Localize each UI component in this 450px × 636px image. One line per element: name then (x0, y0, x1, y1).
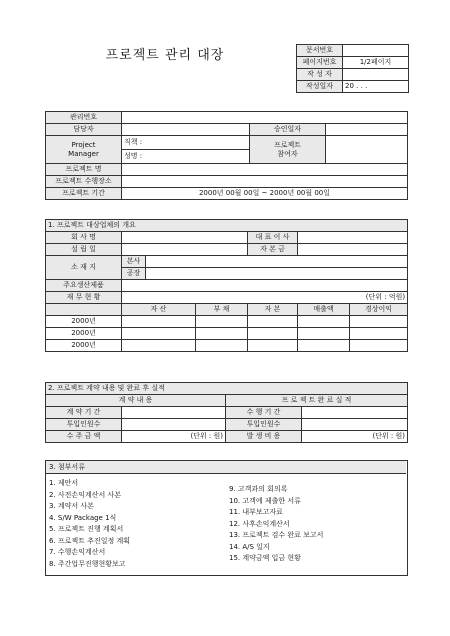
manager-label: 담당자 (46, 124, 122, 136)
project-period-label: 프로젝트 기간 (46, 188, 122, 200)
factory-field[interactable] (146, 268, 408, 280)
finance-cell[interactable] (298, 328, 350, 340)
finance-cell[interactable] (248, 316, 298, 328)
mgmt-no-field[interactable] (122, 112, 408, 124)
contract-period-field[interactable] (122, 407, 226, 419)
project-name-label: 프로젝트 명 (46, 164, 122, 176)
staff-in2-field[interactable] (302, 419, 408, 431)
founded-label: 설 립 일 (46, 244, 122, 256)
year-row-3: 2000년 (46, 340, 122, 352)
finance-cell[interactable] (350, 328, 408, 340)
finance-cell[interactable] (248, 328, 298, 340)
approval-date-field[interactable] (326, 124, 408, 136)
finance-cell[interactable] (196, 316, 248, 328)
company-label: 회 사 명 (46, 232, 122, 244)
finance-cell[interactable] (350, 316, 408, 328)
company-field[interactable] (122, 232, 248, 244)
attachment-item: 8. 주간업무진행현황보고 (49, 559, 126, 568)
section2-table (45, 382, 408, 443)
pm-label-line2: Manager (68, 149, 99, 158)
attachment-item: 1. 제안서 (49, 479, 79, 487)
finance-cell[interactable] (248, 340, 298, 352)
attachment-item: 12. 사후손익계산서 (229, 519, 290, 528)
year-row-1: 2000년 (46, 316, 122, 328)
finance-cell[interactable] (196, 328, 248, 340)
project-period-value[interactable]: 2000년 00월 00일 ~ 2000년 00월 00일 (122, 188, 408, 200)
finance-cell[interactable] (298, 340, 350, 352)
finance-cell[interactable] (122, 328, 196, 340)
attachment-item: 6. 프로젝트 추진일정 계획 (49, 536, 130, 545)
section2-title: 2. 프로젝트 계약 내용 및 완료 후 실적 (46, 383, 408, 395)
hq-field[interactable] (146, 256, 408, 268)
attachments-right-list (229, 484, 404, 565)
finance-unit: (단위 : 억원) (122, 292, 408, 304)
attachment-item: 3. 계약서 사본 (49, 502, 94, 510)
capital-field[interactable] (298, 244, 408, 256)
ceo-field[interactable] (298, 232, 408, 244)
products-field[interactable] (122, 280, 408, 292)
attachment-item: 10. 고객에 제출한 서류 (229, 496, 301, 505)
pm-rank-field[interactable]: 직책 : (122, 136, 250, 150)
participants-label (250, 136, 326, 164)
founded-field[interactable] (122, 244, 248, 256)
author-label: 작 성 자 (297, 69, 343, 81)
pm-name-field[interactable]: 성명 : (122, 150, 250, 164)
pm-label-line1: Project (71, 140, 96, 149)
attachment-item: 11. 내부보고자료 (229, 508, 283, 516)
col-assets: 자 산 (122, 304, 196, 316)
project-name-field[interactable] (122, 164, 408, 176)
factory-label: 공장 (122, 268, 146, 280)
finance-corner (46, 304, 122, 316)
col-debt: 부 채 (196, 304, 248, 316)
date-value[interactable]: 20 . . . (343, 81, 409, 93)
contract-header: 계 약 내 용 (46, 395, 226, 407)
project-info-table (45, 111, 408, 200)
document-info-table (296, 44, 409, 93)
mgmt-no-label: 관리번호 (46, 112, 122, 124)
participants-line1: 프로젝트 (273, 140, 302, 149)
section1-title: 1. 프로젝트 대상업체의 개요 (46, 220, 408, 232)
attachment-item: 2. 사전손익계산서 사본 (49, 490, 121, 499)
attachment-item: 13. 프로젝트 검수 완료 보고서 (229, 531, 324, 539)
document-title: 프로젝트 관리 대장 (105, 48, 225, 63)
date-label: 작성일자 (297, 81, 343, 93)
contract-amount-unit[interactable]: (단위 : 원) (122, 431, 226, 443)
approval-date-label: 승인일자 (250, 124, 326, 136)
exec-period-field[interactable] (302, 407, 408, 419)
section1-table (45, 219, 408, 352)
page-number-value[interactable]: 1/2페이지 (343, 57, 409, 69)
capital-label: 자 본 금 (248, 244, 298, 256)
page-number-label: 페이지번호 (297, 57, 343, 69)
participants-line2: 참여자 (277, 149, 298, 158)
year-row-2: 2000년 (46, 328, 122, 340)
finance-cell[interactable] (196, 340, 248, 352)
attachment-item: 7. 수행손익계산서 (49, 548, 106, 556)
project-place-label: 프로젝트 수행장소 (46, 176, 122, 188)
cost-unit[interactable]: (단위 : 원) (302, 431, 408, 443)
location-label: 소 재 지 (46, 256, 122, 280)
result-header: 프 로 젝 트 완 료 실 적 (226, 395, 408, 407)
contract-period-label: 계 약 기 간 (46, 407, 122, 419)
finance-cell[interactable] (122, 316, 196, 328)
col-equity: 자 본 (248, 304, 298, 316)
contract-amount-label: 수 주 금 액 (46, 431, 122, 443)
finance-cell[interactable] (122, 340, 196, 352)
hq-label: 본사 (122, 256, 146, 268)
project-place-field[interactable] (122, 176, 408, 188)
staff-in-field[interactable] (122, 419, 226, 431)
cost-label: 발 생 비 용 (226, 431, 302, 443)
attachments-left-list (49, 478, 219, 570)
finance-cell[interactable] (350, 340, 408, 352)
products-label: 주요생산제품 (46, 280, 122, 292)
finance-cell[interactable] (298, 316, 350, 328)
attachment-item: 14. A/S 일지 (229, 542, 270, 551)
attachment-item: 15. 계약금액 입금 현황 (229, 554, 301, 562)
author-value[interactable] (343, 69, 409, 81)
attachment-item: 9. 고객과의 회의록 (229, 485, 288, 493)
doc-number-value[interactable] (343, 45, 409, 57)
exec-period-label: 수 행 기 간 (226, 407, 302, 419)
attachment-item: 5. 프로젝트 진행 계획서 (49, 525, 124, 533)
section3-title: 3. 첨부서류 (46, 461, 406, 474)
participants-field[interactable] (326, 136, 408, 164)
ceo-label: 대 표 이 사 (248, 232, 298, 244)
doc-number-label: 문서번호 (297, 45, 343, 57)
pm-label (46, 136, 122, 164)
attachment-item: 4. S/W Package 1식 (49, 513, 117, 522)
finance-label: 재 무 현 황 (46, 292, 122, 304)
col-operating-profit: 경상이익 (350, 304, 408, 316)
staff-in-label: 투입인원수 (46, 419, 122, 431)
manager-field[interactable] (122, 124, 250, 136)
staff-in2-label: 투입인원수 (226, 419, 302, 431)
col-sales: 매출액 (298, 304, 350, 316)
